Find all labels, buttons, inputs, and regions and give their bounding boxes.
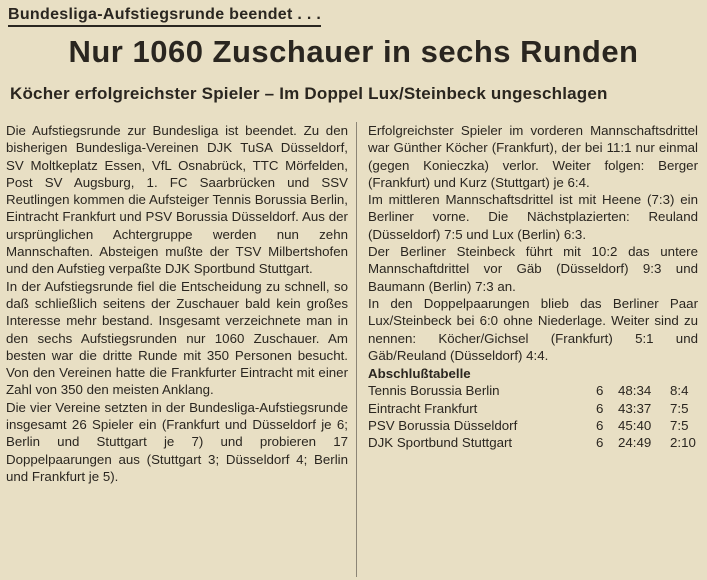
left-column	[6, 122, 348, 485]
table-row	[368, 400, 698, 417]
column-divider	[356, 122, 357, 577]
paragraph: Der Berliner Steinbeck führt mit 10:2 das untere Mannschaftdrittel vor Gäb (Düsseldorf) 9:3 und Baumann (Berlin) 7:3 an.	[368, 244, 698, 294]
points-cell: 8:4	[670, 383, 689, 399]
points-cell: 7:5	[670, 418, 689, 434]
points-cell: 2:10	[670, 435, 696, 451]
games-cell: 6	[596, 418, 604, 434]
team-cell: Eintracht Frankfurt	[368, 400, 478, 416]
paragraph: In den Doppelpaarungen blieb das Berliner Paar Lux/Steinbeck bei 6:0 ohne Niederlage. Weiter sind zu nennen: Köcher/Gichsel (Frankfurt) 5:1 und Gäb/Reuland (Düsseldorf) 4:4.	[368, 295, 698, 363]
paragraph: Die Aufstiegsrunde zur Bundesliga ist beendet. Zu den bisherigen Bundesliga-Vereinen DJK TuSA Düsseldorf, SV Moltkeplatz Essen, VfL Osnabrück, TTC Mörfelden, Post SV Augsburg, 1. FC Saarbrücken und SSV Reutlingen kommen die Aufsteiger Tennis Borussia Berlin, Eintracht Frankfurt und PSV Borussia Düsseldorf. Aus der ursprünglichen Achtergruppe werden nun zehn Mannschaften. Absteigen mußte der TSV Milbertshofen und den Aufstieg verpaßte DJK Sportbund Stuttgart.	[6, 123, 348, 277]
table-row	[368, 382, 698, 399]
kicker: Bundesliga-Aufstiegsrunde beendet . . .	[8, 6, 321, 27]
paragraph: Im mittleren Mannschaftsdrittel ist mit Heene (7:3) ein Berliner vorne. Die Nächstplazierten: Reuland (Düsseldorf) 7:5 und Lux (Berlin) 6:3.	[368, 192, 698, 242]
headline: Nur 1060 Zuschauer in sechs Runden	[68, 34, 639, 69]
table-row	[368, 417, 698, 434]
paragraph: In der Aufstiegsrunde fiel die Entscheidung zu schnell, so daß schließlich seitens der Zuschauer bald kein großes Interesse mehr bestand. Insgesamt verzeichnete man in den sechs Aufstiegsrunden nur 1060 Zuschauer. Am besten war die dritte Runde mit 350 Personen besucht. Von den Vereinen hatte die Frankfurter Eintracht mit einer Zahl von 350 den meisten Anklang.	[6, 278, 348, 398]
right-column	[368, 122, 698, 452]
games-cell: 6	[596, 435, 604, 451]
subheadline: Köcher erfolgreichster Spieler – Im Doppel Lux/Steinbeck ungeschlagen	[10, 84, 608, 103]
games-cell: 6	[596, 400, 604, 416]
goals-cell: 45:40	[618, 418, 652, 434]
paragraph: Die vier Vereine setzten in der Bundesliga-Aufstiegsrunde insgesamt 26 Spieler ein (Frankfurt und Düsseldorf je 6; Berlin und Stuttgart je 7) und probieren 17 Doppelpaarungen aus (Stuttgart 3; Düsseldorf 4; Berlin und Frankfurt je 5).	[6, 399, 348, 484]
goals-cell: 48:34	[618, 383, 652, 399]
team-cell: Tennis Borussia Berlin	[368, 383, 500, 399]
points-cell: 7:5	[670, 400, 689, 416]
team-cell: DJK Sportbund Stuttgart	[368, 435, 513, 451]
games-cell: 6	[596, 383, 604, 399]
goals-cell: 43:37	[618, 400, 652, 416]
goals-cell: 24:49	[618, 435, 652, 451]
standings-table	[368, 382, 698, 451]
standings-title: Abschlußtabelle	[368, 366, 471, 382]
team-cell: PSV Borussia Düsseldorf	[368, 418, 518, 434]
table-row	[368, 434, 698, 451]
paragraph: Erfolgreichster Spieler im vorderen Mannschaftsdrittel war Günther Köcher (Frankfurt), der bei 11:1 nur einmal (gegen Konieczka) verlor. Weiter folgen: Berger (Frankfurt) und Kurz (Stuttgart) je 6:4.	[368, 123, 698, 190]
